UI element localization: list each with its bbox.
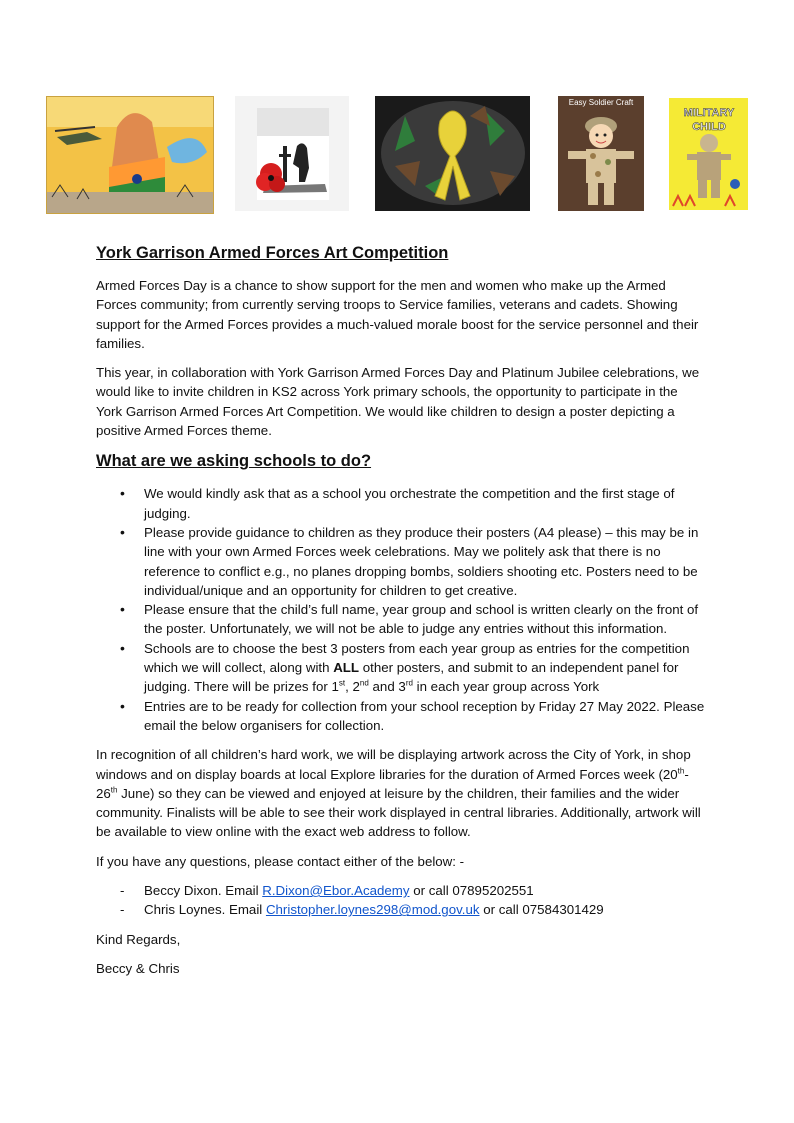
intro-paragraph-2: This year, in collaboration with York Garrison Armed Forces Day and Platinum Jubilee celebrations, we would like to invite children in KS2 across York primary schools, the opportunity to participate in the York Garrison Armed Forces Art Competition. We would like children to design a poster depicting a positive Armed Forces theme.: [96, 365, 700, 439]
b4-text-1: Schools are to choose the best 3 posters from each year group as entries for the competition which we will collect, along with: [144, 640, 690, 676]
list-item: [144, 639, 706, 697]
soldier-craft-image: [558, 96, 644, 211]
b4-text-4: and 3: [368, 679, 406, 695]
list-item: • We would kindly ask that as a school you orchestrate the competition and the first stage of judging.: [144, 484, 706, 523]
section-heading: What are we asking schools to do?: [96, 452, 372, 471]
contact-phone: or call 07584301429: [479, 902, 604, 918]
page-title: York Garrison Armed Forces Art Competition: [96, 244, 449, 262]
b4-sup-2: nd: [359, 678, 369, 688]
contact-phone: or call 07895202551: [409, 883, 534, 899]
soldier-craft-caption: Easy Soldier Craft: [568, 98, 634, 107]
artwork-hand-image: [46, 96, 214, 214]
contact-item: [144, 900, 706, 919]
b4-text-2: other posters, and submit to an independent panel for judging. There will be prizes for 1: [144, 660, 679, 695]
recognition-sup-2: th: [110, 785, 118, 795]
recognition-sup-1: th: [677, 766, 685, 776]
military-child-image: [669, 98, 748, 210]
handprint-ribbon-image: [375, 96, 530, 211]
email-link[interactable]: R.Dixon@Ebor.Academy: [262, 883, 410, 899]
intro-paragraph-1: Armed Forces Day is a chance to show support for the men and women who make up the Armed Forces community; from currently serving troops to Service families, veterans and cadets. Showing support for the Armed Forces provides a much-valued morale boost for the service personnel and their families.: [96, 278, 699, 351]
request-list: [96, 484, 706, 735]
questions-paragraph: If you have any questions, please contact either of the below: -: [96, 853, 465, 869]
recognition-text-3: June) so they can be viewed and enjoyed at leisure by the children, their families and the wider community. Finalists will be able to see their work displayed in central libraries. Additionally, artwork will be available to view online with the exact web address to follow.: [96, 785, 701, 840]
b4-bold: ALL: [333, 660, 360, 676]
child-caption: CHILD: [692, 121, 726, 133]
list-item: • Entries are to be ready for collection from your school reception by Friday 27 May 2022. Please email the below organisers for collection.: [144, 697, 706, 736]
list-item: • Please ensure that the child’s full name, year group and school is written clearly on the front of the poster. Unfortunately, we will not be able to judge any entries without this information.: [144, 600, 706, 639]
closing: Kind Regards,: [96, 931, 181, 947]
letter-body: [96, 242, 706, 988]
b4-sup-1: st: [338, 678, 346, 688]
contact-name: Chris Loynes. Email: [144, 902, 266, 918]
poppy-soldier-image: [235, 96, 349, 211]
recognition-text-2: -26: [96, 766, 689, 801]
military-caption: MILITARY: [683, 107, 735, 119]
b4-text-3: , 2: [345, 679, 360, 695]
recognition-paragraph: [96, 745, 706, 841]
email-link[interactable]: Christopher.loynes298@mod.gov.uk: [265, 902, 480, 918]
b4-text-5: in each year group across York: [412, 679, 600, 695]
b4-sup-3: rd: [405, 678, 413, 688]
signature: Beccy & Chris: [96, 960, 180, 976]
contact-name: Beccy Dixon. Email: [144, 883, 263, 899]
list-item: • Please provide guidance to children as they produce their posters (A4 please) – this may be in line with your own Armed Forces week celebrations. May we politely ask that there is no reference to conflict e.g., no planes dropping bombs, soldiers shooting etc. Posters need to be individual/unique and an opportunity for children to get creative.: [144, 523, 706, 600]
recognition-text-1: In recognition of all children’s hard work, we will be displaying artwork across the City of York, in shop windows and on display boards at local Explore libraries for the duration of Armed Forces week (20: [96, 747, 691, 782]
contact-list: [96, 881, 706, 920]
contact-item: [144, 881, 706, 900]
